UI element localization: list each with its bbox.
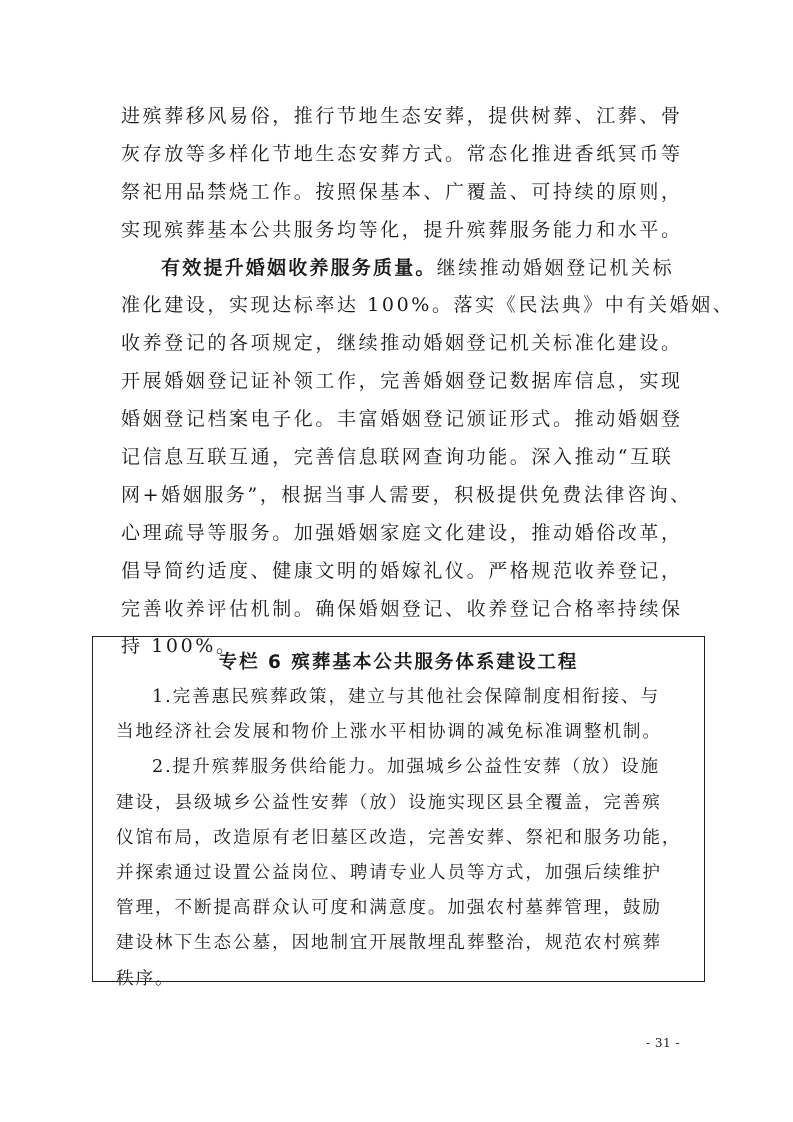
column-box <box>92 636 705 989</box>
box-line: 仪馆布局，改造原有老旧墓区改造，完善安葬、祭祀和服务功能， <box>116 827 682 848</box>
body-line: 婚姻登记档案电子化。丰富婚姻登记颁证形式。推动婚姻登 <box>121 408 683 431</box>
page-number: - 31 - <box>645 1036 680 1050</box>
section-heading: 有效提升婚姻收养服务质量。 <box>161 256 437 279</box>
box-line: 2.提升殡葬服务供给能力。加强城乡公益性安葬（放）设施 <box>152 757 660 778</box>
body-line: 祭祀用品禁烧工作。按照保基本、广覆盖、可持续的原则， <box>121 180 683 203</box>
box-body <box>116 680 696 997</box>
body-line: 准化建设，实现达标率达 100%。落实《民法典》中有关婚姻、 <box>121 294 735 317</box>
box-line: 并探索通过设置公益岗位、聘请专业人员等方式，加强后续维护 <box>116 862 662 883</box>
body-line: 进殡葬移风易俗，推行节地生态安葬，提供树葬、江葬、骨 <box>121 105 683 127</box>
body-line: 持 100%。 <box>121 635 238 658</box>
body-text <box>121 98 735 666</box>
box-line: 秩序。 <box>116 968 175 989</box>
box-line: 当地经济社会发展和物价上涨水平相协调的减免标准调整机制。 <box>116 722 662 743</box>
body-line: 收养登记的各项规定，继续推动婚姻登记机关标准化建设。 <box>121 332 683 355</box>
box-line: 管理，不断提高群众认可度和满意度。加强农村墓葬管理，鼓励 <box>116 898 662 919</box>
body-line: 倡导简约适度、健康文明的婚嫁礼仪。严格规范收养登记， <box>121 559 683 582</box>
body-line: 记信息互联互通，完善信息联网查询功能。深入推动“互联 <box>121 446 674 469</box>
box-title: 专栏 6 殡葬基本公共服务体系建设工程 <box>218 652 579 673</box>
section-paragraph-first-line <box>121 250 679 288</box>
box-line: 建设林下生态公墓，因地制宜开展散埋乱葬整治，规范农村殡葬 <box>116 933 662 954</box>
body-line: 开展婚姻登记证补领工作，完善婚姻登记数据库信息，实现 <box>121 370 683 393</box>
body-line: 灰存放等多样化节地生态安葬方式。常态化推进香纸冥币等 <box>121 142 683 165</box>
body-line: 心理疏导等服务。加强婚姻家庭文化建设，推动婚俗改革， <box>121 521 683 544</box>
box-line: 1.完善惠民殡葬政策，建立与其他社会保障制度相衔接、与 <box>152 687 660 707</box>
body-line: 完善收养评估机制。确保婚姻登记、收养登记合格率持续保 <box>121 597 683 620</box>
body-line: 实现殡葬基本公共服务均等化，提升殡葬服务能力和水平。 <box>121 218 683 241</box>
box-line: 建设，县级城乡公益性安葬（放）设施实现区县全覆盖，完善殡 <box>116 792 662 813</box>
section-first-line-text: 继续推动婚姻登记机关标 <box>436 256 675 279</box>
body-line: 网+婚姻服务”，根据当事人需要，积极提供免费法律咨询、 <box>121 483 692 506</box>
